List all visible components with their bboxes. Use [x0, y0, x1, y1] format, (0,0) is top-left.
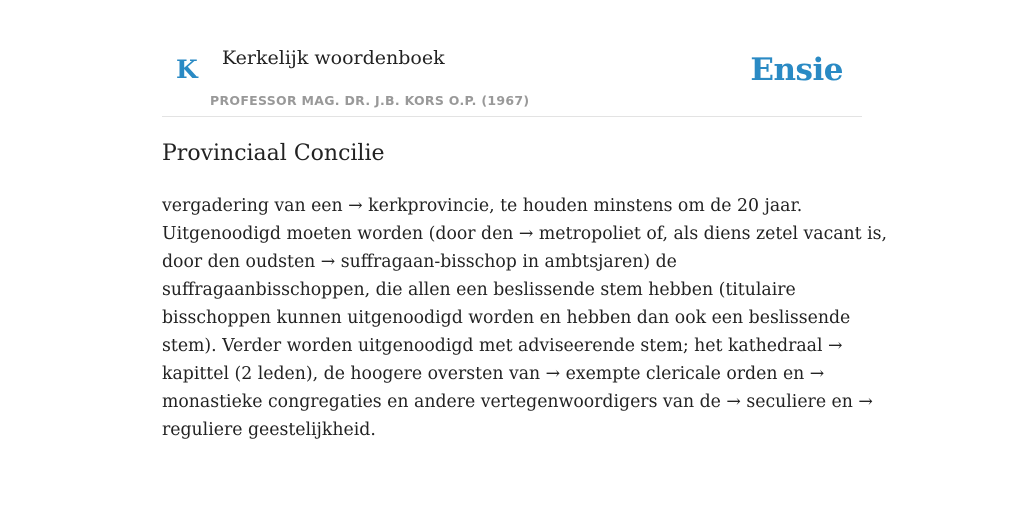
entry-line: bisschoppen kunnen uitgenoodigd worden en hebben dan ook een beslissende — [162, 308, 851, 328]
header — [162, 0, 862, 117]
entry-title: Provinciaal Concilie — [162, 141, 385, 166]
entry-line: door den oudsten → suffragaan-bisschop in ambtsjaren) de — [162, 252, 677, 272]
book-author: PROFESSOR MAG. DR. J.B. KORS O.P. (1967) — [210, 93, 530, 108]
entry-line: stem). Verder worden uitgenoodigd met adviseerende stem; het kathedraal → — [162, 336, 843, 356]
book-logo[interactable]: K — [176, 55, 198, 84]
entry-line: kapittel (2 leden), de hoogere oversten van → exempte clericale orden en → — [162, 364, 825, 384]
entry-line: reguliere geestelijkheid. — [162, 420, 376, 440]
entry-line: Uitgenoodigd moeten worden (door den → metropoliet of, als diens zetel vacant is, — [162, 224, 888, 244]
entry-body — [162, 192, 888, 444]
entry-line: vergadering van een → kerkprovincie, te houden minstens om de 20 jaar. — [162, 196, 803, 216]
entry-line: suffragaanbisschoppen, die allen een beslissende stem hebben (titulaire — [162, 280, 796, 300]
entry-line: monastieke congregaties en andere vertegenwoordigers van de → seculiere en → — [162, 392, 873, 412]
book-title[interactable]: Kerkelijk woordenboek — [222, 47, 445, 69]
ensie-logo[interactable]: Ensie — [750, 52, 843, 88]
page — [162, 0, 888, 440]
